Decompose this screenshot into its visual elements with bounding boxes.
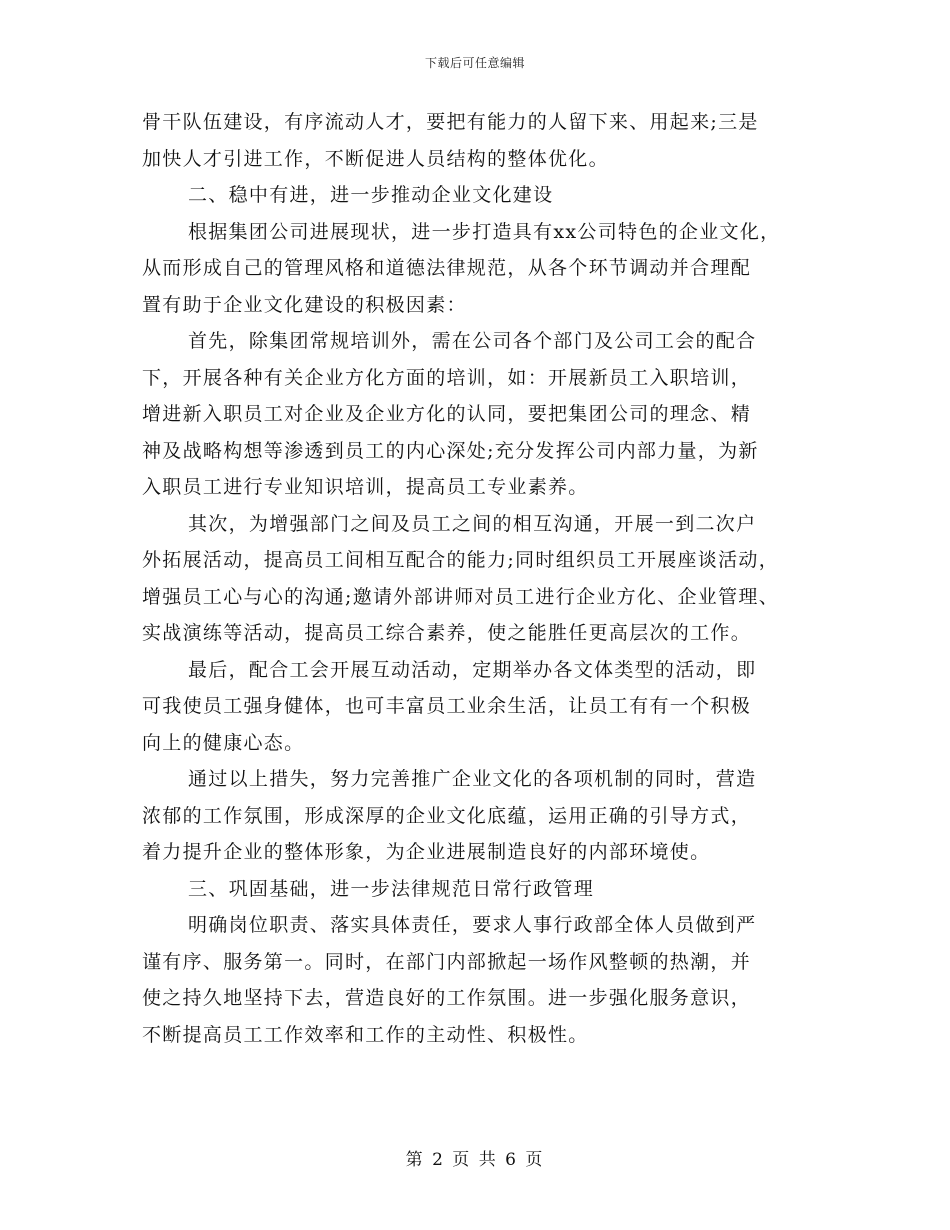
text-line: 下，开展各种有关企业方化方面的培训，如：开展新员工入职培训，: [142, 366, 752, 389]
text-line: 从而形成自己的管理风格和道德法律规范，从各个环节调动并合理配: [142, 257, 752, 279]
text-line: 首先，除集团常规培训外，需在公司各个部门及公司工会的配合: [188, 330, 757, 352]
text-line: 加快人才引进工作，不断促进人员结构的整体优化。: [142, 147, 609, 170]
text-line: 入职员工进行专业知识培训，提高员工专业素养。: [142, 476, 589, 498]
text-line: 通过以上措失，努力完善推广企业文化的各项机制的同时，营造: [188, 768, 757, 790]
document-body: [142, 104, 822, 1053]
page-footer: 第 2 页 共 6 页: [405, 1150, 545, 1170]
text-line: 增强员工心与心的沟通;邀请外部讲师对员工进行企业方化、企业管理、: [142, 585, 780, 608]
text-line: 向上的健康心态。: [142, 731, 305, 754]
text-line: 可我使员工强身健体，也可丰富员工业余生活，让员工有有一个积极: [142, 695, 752, 717]
text-line: 浓郁的工作氛围，形成深厚的企业文化底蕴，运用正确的引导方式，: [142, 804, 752, 827]
text-line: 外拓展活动，提高员工间相互配合的能力;同时组织员工开展座谈活动，: [142, 549, 780, 571]
text-line: 骨干队伍建设，有序流动人才，要把有能力的人留下来、用起来;三是: [142, 111, 759, 133]
page-header: 下载后可任意编辑: [424, 56, 525, 70]
text-line: 增进新入职员工对企业及企业方化的认同，要把集团公司的理念、精: [142, 403, 752, 425]
text-line: 根据集团公司进展现状，进一步打造具有xx公司特色的企业文化，: [188, 220, 781, 243]
text-line: 实战演练等活动，提高员工综合素养，使之能胜任更高层次的工作。: [142, 622, 752, 644]
text-line: 置有助于企业文化建设的积极因素：: [142, 293, 467, 316]
text-line: 明确岗位职责、落实具体责任，要求人事行政部全体人员做到严: [188, 914, 757, 936]
text-line: 使之持久地坚持下去，营造良好的工作氛围。进一步强化服务意识，: [142, 987, 752, 1009]
text-line: 不断提高员工工作效率和工作的主动性、积极性。: [142, 1023, 589, 1046]
text-line: 谨有序、服务第一。同时，在部门内部掀起一场作风整顿的热潮，并: [142, 950, 752, 973]
text-line: 最后，配合工会开展互动活动，定期举办各文体类型的活动，即: [188, 658, 757, 681]
text-line: 着力提升企业的整体形象，为企业进展制造良好的内部环境使。: [142, 841, 711, 863]
text-line: 其次，为增强部门之间及员工之间的相互沟通，开展一到二次户: [188, 512, 757, 535]
text-line: 二、稳中有进，进一步推动企业文化建设: [188, 184, 554, 206]
text-line: 神及战略构想等渗透到员工的内心深处;充分发挥公司内部力量，为新: [142, 439, 759, 462]
text-line: 三、巩固基础，进一步法律规范日常行政管理: [188, 877, 595, 900]
